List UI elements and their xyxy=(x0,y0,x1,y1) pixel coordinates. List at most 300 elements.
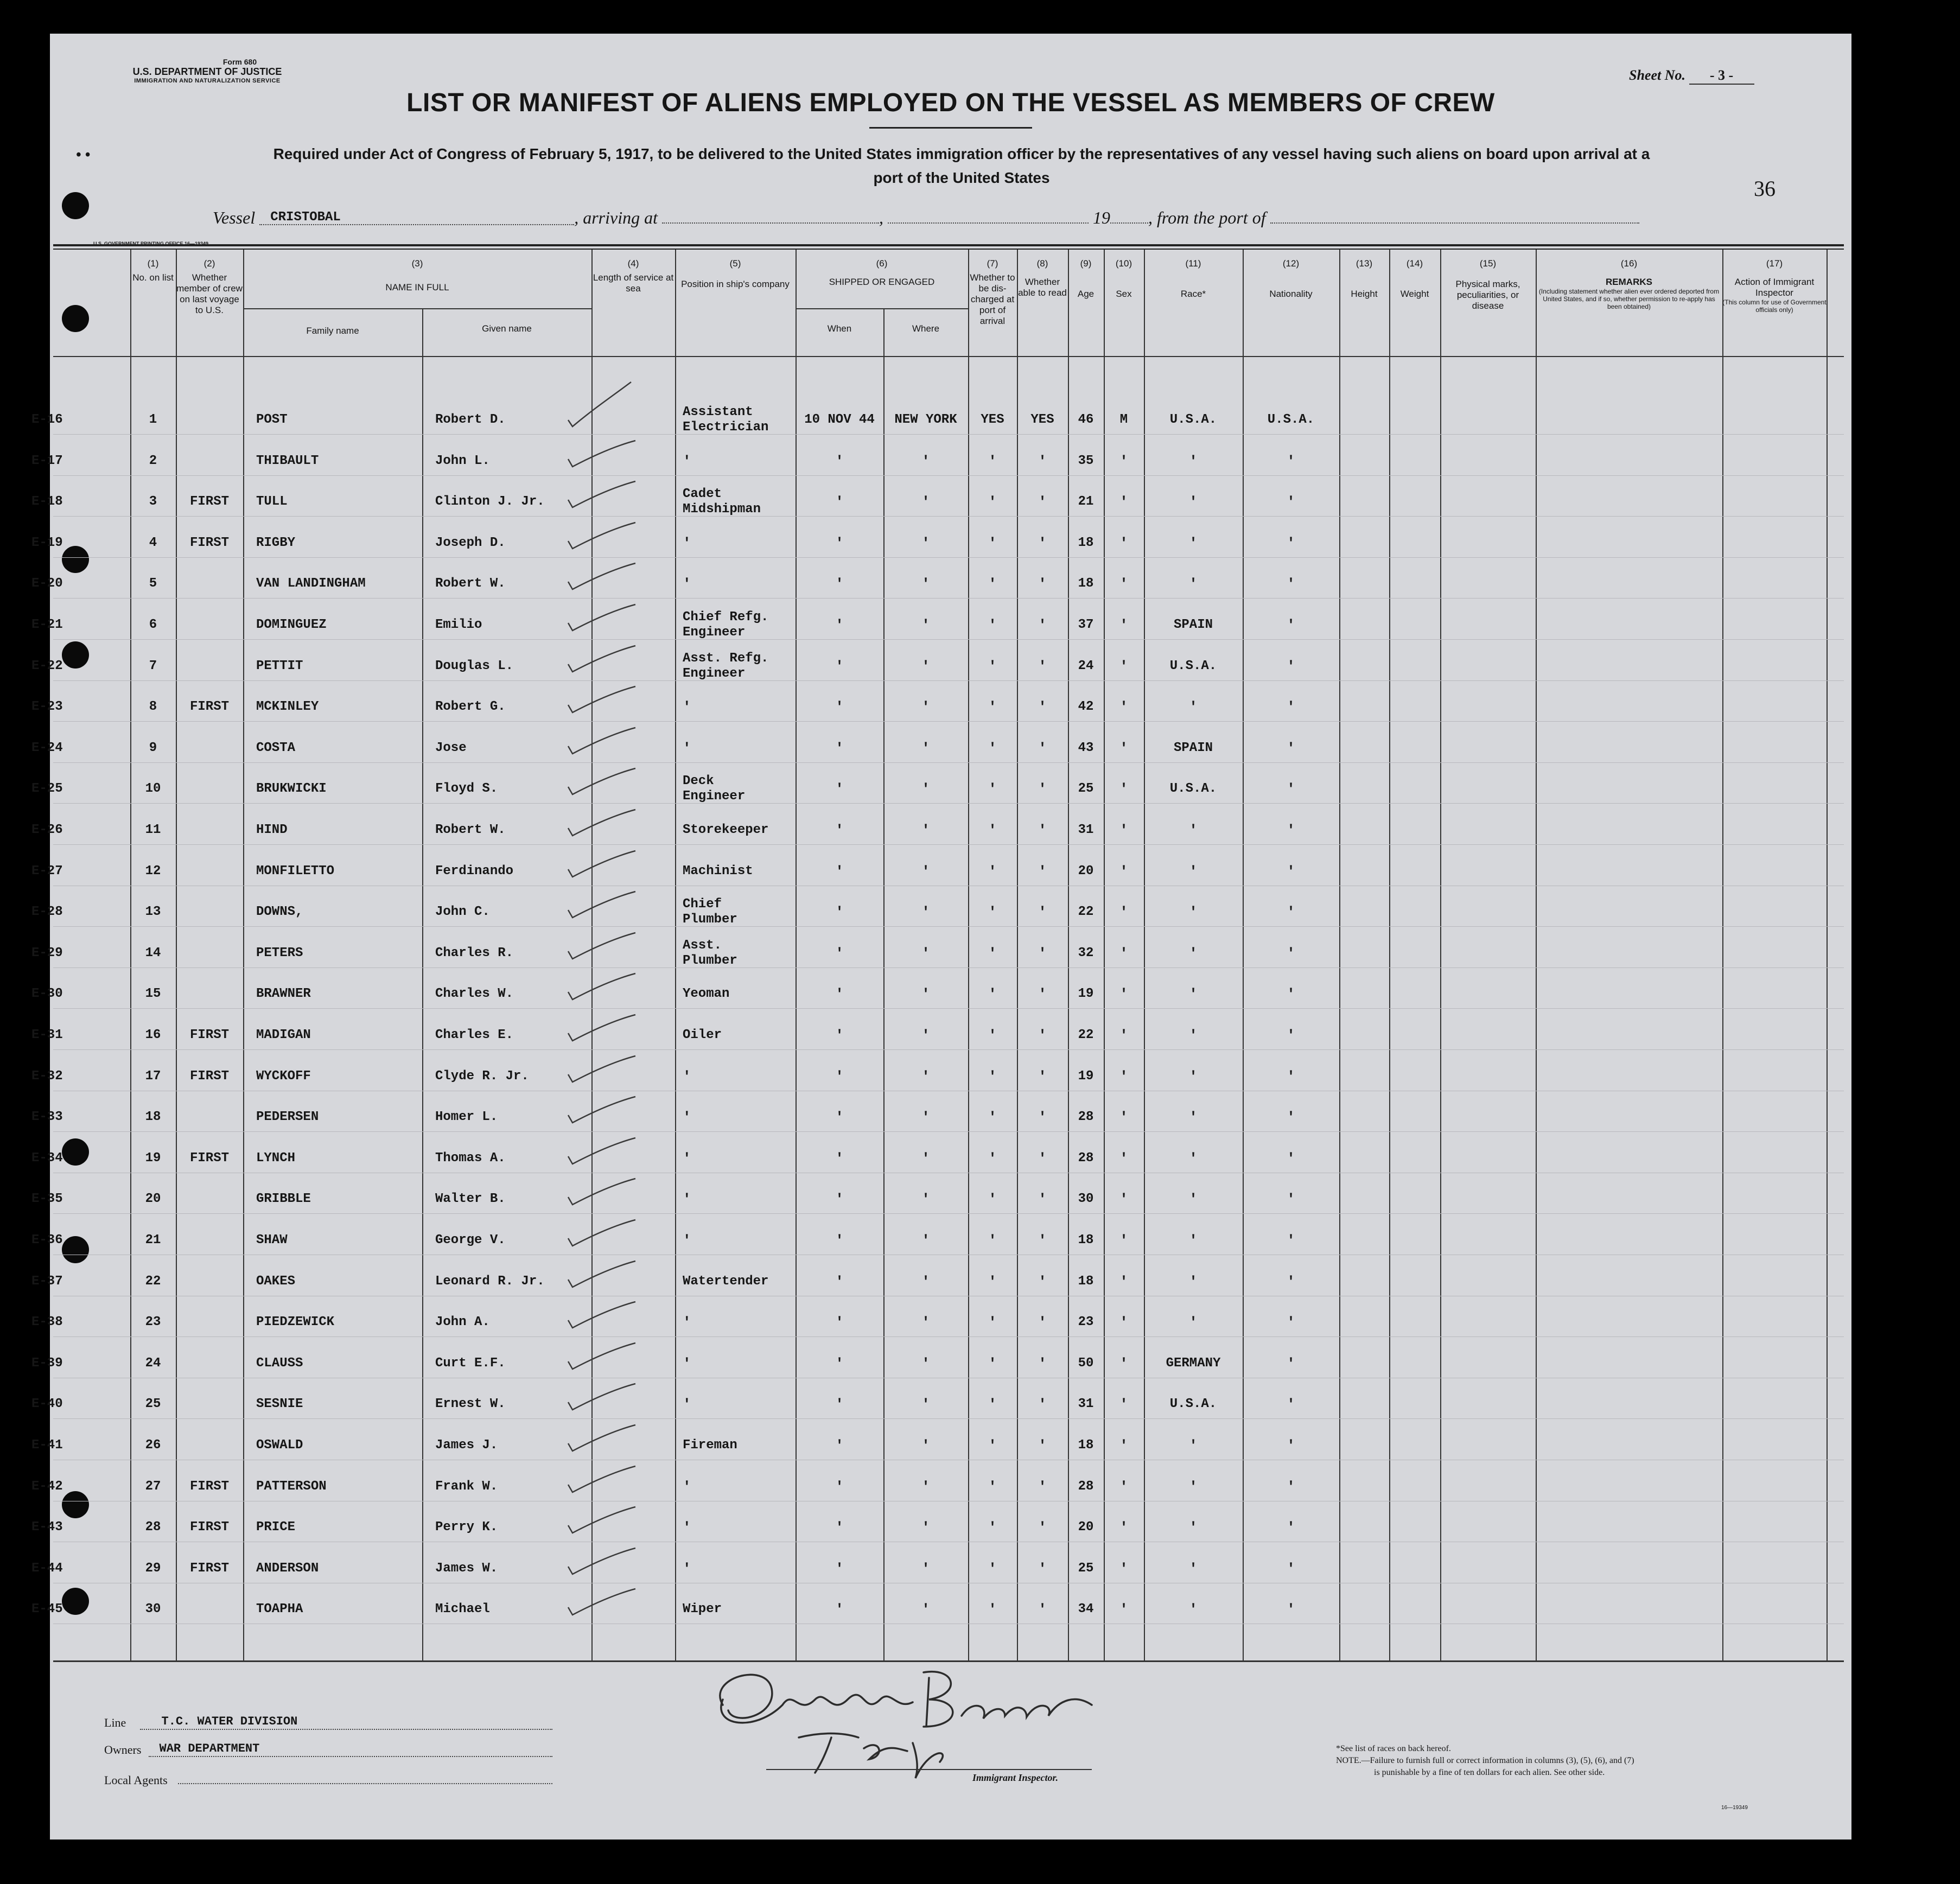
cell-pos xyxy=(683,1233,791,1248)
cell-age xyxy=(1068,699,1104,715)
printer-mark: U.S. GOVERNMENT PRINTING OFFICE 16—19349 xyxy=(93,241,209,246)
cell-age xyxy=(1068,905,1104,920)
col-number: (2) xyxy=(203,258,215,269)
cell-when xyxy=(796,946,883,961)
owners-field xyxy=(149,1743,552,1757)
cell-where xyxy=(883,741,968,756)
cell-text: TOAPHA xyxy=(256,1602,303,1617)
cell-text: ' xyxy=(921,1519,930,1536)
cell-text: ' xyxy=(1119,1314,1128,1331)
cell-text: ' xyxy=(835,617,844,633)
cell-sex xyxy=(1104,536,1144,551)
cell-nat xyxy=(1243,1315,1339,1330)
cell-text: ' xyxy=(1038,986,1047,1003)
col-header-position xyxy=(675,258,796,290)
cell-read xyxy=(1017,1151,1068,1166)
cell-ref xyxy=(31,1110,113,1125)
cell-text: 9 xyxy=(149,740,157,755)
cell-text: ' xyxy=(1119,1560,1128,1577)
vessel-label: Vessel xyxy=(213,208,256,227)
check-mark-icon xyxy=(566,685,637,718)
form-code: 16—19349 xyxy=(1721,1805,1748,1811)
margin-bullets: • • xyxy=(76,147,91,163)
cell-when xyxy=(796,781,883,797)
cell-discharge xyxy=(968,412,1017,428)
check-mark-icon xyxy=(566,440,637,472)
cell-ref xyxy=(31,494,113,510)
cell-age xyxy=(1068,1192,1104,1207)
cell-race xyxy=(1144,1028,1243,1043)
cell-where xyxy=(883,1069,968,1084)
cell-text: YES xyxy=(1030,412,1054,427)
arriving-field xyxy=(662,206,879,224)
cell-discharge xyxy=(968,536,1017,551)
cell-text: ' xyxy=(1287,986,1295,1003)
cell-where xyxy=(883,823,968,838)
sheet-number-value: - 3 - xyxy=(1689,67,1754,85)
cell-sex xyxy=(1104,905,1144,920)
cell-pos xyxy=(683,405,791,435)
cell-where xyxy=(883,618,968,633)
cell-when xyxy=(796,536,883,551)
cell-family xyxy=(256,618,419,633)
cell-no xyxy=(130,1479,176,1494)
cell-text: ' xyxy=(1287,1601,1295,1618)
cell-ref xyxy=(31,1356,113,1371)
cell-text: ' xyxy=(1038,863,1047,880)
cell-race xyxy=(1144,1110,1243,1125)
check-mark-icon xyxy=(566,932,637,964)
cell-text: Asst. Refg. xyxy=(683,651,769,666)
cell-discharge xyxy=(968,1151,1017,1166)
cell-text: John L. xyxy=(435,453,490,468)
cell-text: ' xyxy=(835,699,844,716)
column-divider xyxy=(176,250,177,1660)
cell-text: ' xyxy=(1038,1355,1047,1372)
vessel-value: CRISTOBAL xyxy=(270,210,341,225)
cell-text: ' xyxy=(988,1437,997,1454)
cell-read xyxy=(1017,1602,1068,1617)
cell-read xyxy=(1017,1397,1068,1412)
cell-text: 30 xyxy=(1078,1192,1094,1207)
cell-age xyxy=(1068,1028,1104,1043)
cell-text: ' xyxy=(1119,1027,1128,1043)
cell-text: DOMINGUEZ xyxy=(256,618,327,632)
cell-text: 20 xyxy=(145,1192,161,1207)
cell-no xyxy=(130,1315,176,1330)
cell-text: 18 xyxy=(1078,1233,1094,1247)
cell-text: E-16 xyxy=(31,412,63,427)
cell-text: RIGBY xyxy=(256,535,296,550)
cell-text: ' xyxy=(988,1150,997,1167)
cell-text: E-45 xyxy=(31,1602,63,1617)
cell-age xyxy=(1068,1397,1104,1412)
cell-text: ' xyxy=(835,1478,844,1495)
table-top-rule xyxy=(53,244,1844,246)
cell-text: POST xyxy=(256,412,288,427)
check-mark-icon xyxy=(566,521,637,554)
cell-text: ' xyxy=(1287,1355,1295,1372)
cell-text: Ernest W. xyxy=(435,1397,506,1412)
cell-text: ' xyxy=(835,1068,844,1085)
cell-text: Asst. xyxy=(683,938,722,953)
cell-nat xyxy=(1243,1561,1339,1576)
cell-prev xyxy=(176,1479,243,1494)
cell-text: E-33 xyxy=(31,1110,63,1125)
cell-text: 46 xyxy=(1078,412,1094,427)
cell-text: E-28 xyxy=(31,905,63,920)
cell-family xyxy=(256,1028,419,1043)
cell-text: FIRST xyxy=(189,1150,229,1166)
cell-text: ' xyxy=(683,1191,691,1208)
cell-text: ' xyxy=(683,1396,691,1413)
cell-text: FIRST xyxy=(189,1028,229,1042)
cell-text: ' xyxy=(1287,904,1295,921)
cell-text: ' xyxy=(1038,1437,1047,1454)
cell-text: ' xyxy=(988,576,997,593)
cell-when xyxy=(796,1233,883,1248)
cell-text: E-25 xyxy=(31,781,63,797)
cell-discharge xyxy=(968,1192,1017,1207)
cell-no xyxy=(130,864,176,879)
cell-sex xyxy=(1104,1110,1144,1125)
cell-when xyxy=(796,1151,883,1166)
cell-text: ' xyxy=(1119,1191,1128,1208)
cell-pos xyxy=(683,774,791,804)
cell-text: 18 xyxy=(145,1110,161,1125)
cell-nat xyxy=(1243,1192,1339,1207)
cell-text: E-18 xyxy=(31,494,63,510)
cell-sex xyxy=(1104,412,1144,428)
row-rule xyxy=(53,1008,1844,1009)
department-name: U.S. DEPARTMENT OF JUSTICE xyxy=(132,66,282,77)
cell-where xyxy=(883,1397,968,1412)
col-label: Race* xyxy=(1180,289,1206,299)
row-rule xyxy=(53,1131,1844,1132)
cell-pos xyxy=(683,1561,791,1576)
cell-text: Deck xyxy=(683,774,714,789)
column-divider xyxy=(1722,250,1723,1660)
cell-text: 4 xyxy=(149,535,157,550)
cell-age xyxy=(1068,1602,1104,1617)
cell-text: 25 xyxy=(1078,1561,1094,1576)
col-label: Height xyxy=(1351,289,1378,299)
cell-text: E-40 xyxy=(31,1397,63,1412)
cell-text: E-43 xyxy=(31,1520,63,1535)
check-mark-icon xyxy=(566,1178,637,1210)
cell-text: ' xyxy=(835,658,844,674)
cell-read xyxy=(1017,1192,1068,1207)
cell-where xyxy=(883,1602,968,1617)
cell-text: OSWALD xyxy=(256,1438,303,1453)
cell-text: ' xyxy=(1038,1478,1047,1495)
cell-text: Charles R. xyxy=(435,945,514,960)
col-number: (11) xyxy=(1185,258,1201,269)
cell-read xyxy=(1017,494,1068,510)
cell-ref xyxy=(31,1028,113,1043)
cell-text: MONFILETTO xyxy=(256,863,335,879)
cell-text: 18 xyxy=(1078,1438,1094,1453)
cell-text: ' xyxy=(1189,699,1198,716)
cell-text: 31 xyxy=(1078,823,1094,837)
cell-race xyxy=(1144,494,1243,510)
cell-race xyxy=(1144,1561,1243,1576)
cell-sex xyxy=(1104,1397,1144,1412)
col-header-previous-voyage xyxy=(176,258,243,316)
cell-text: ' xyxy=(835,1150,844,1167)
cell-family xyxy=(256,536,419,551)
cell-text: 5 xyxy=(149,576,157,591)
cell-sex xyxy=(1104,781,1144,797)
cell-discharge xyxy=(968,1438,1017,1453)
cell-text: ' xyxy=(1038,740,1047,756)
col-number: (14) xyxy=(1406,258,1423,269)
cell-text: ' xyxy=(1189,1027,1198,1043)
cell-sex xyxy=(1104,659,1144,674)
cell-sex xyxy=(1104,1479,1144,1494)
check-mark-icon xyxy=(566,1301,637,1333)
check-mark-icon xyxy=(566,1137,637,1169)
check-mark-icon xyxy=(566,1219,637,1251)
cell-text: E-23 xyxy=(31,699,63,715)
cell-text: ' xyxy=(1189,1560,1198,1577)
cell-discharge xyxy=(968,1561,1017,1576)
cell-ref xyxy=(31,1192,113,1207)
cell-age xyxy=(1068,412,1104,428)
cell-text: ' xyxy=(1119,986,1128,1003)
cell-pos xyxy=(683,1274,791,1289)
cell-text: ' xyxy=(1038,904,1047,921)
cell-text: E-32 xyxy=(31,1068,63,1084)
cell-family xyxy=(256,823,419,838)
cell-text: ' xyxy=(835,1437,844,1454)
cell-discharge xyxy=(968,494,1017,510)
col-number: (12) xyxy=(1282,258,1300,269)
cell-text: 30 xyxy=(145,1602,161,1617)
cell-where xyxy=(883,1274,968,1289)
cell-text: ' xyxy=(921,1027,930,1043)
cell-no xyxy=(130,618,176,633)
cell-read xyxy=(1017,1110,1068,1125)
cell-read xyxy=(1017,1520,1068,1535)
cell-no xyxy=(130,1602,176,1617)
cell-read xyxy=(1017,576,1068,591)
cell-text: ' xyxy=(835,863,844,880)
col-subheader-family-name: Family name xyxy=(306,326,359,336)
cell-text: ' xyxy=(988,1355,997,1372)
cell-text: Engineer xyxy=(683,625,746,640)
cell-text: ' xyxy=(1119,781,1128,798)
cell-age xyxy=(1068,1356,1104,1371)
check-mark-icon xyxy=(566,1547,637,1580)
cell-text: ' xyxy=(835,1232,844,1249)
cell-discharge xyxy=(968,823,1017,838)
cell-read xyxy=(1017,1356,1068,1371)
cell-where xyxy=(883,1233,968,1248)
cell-nat xyxy=(1243,536,1339,551)
cell-text: ' xyxy=(1189,1273,1198,1290)
cell-when xyxy=(796,618,883,633)
cell-text: ' xyxy=(1189,1601,1198,1618)
owners-value: WAR DEPARTMENT xyxy=(159,1742,260,1755)
cell-text: ' xyxy=(1119,699,1128,716)
cell-text: ' xyxy=(1189,494,1198,511)
cell-text: ANDERSON xyxy=(256,1561,319,1576)
cell-text: MADIGAN xyxy=(256,1028,311,1042)
cell-family xyxy=(256,946,419,961)
cell-text: ' xyxy=(1119,740,1128,756)
cell-race xyxy=(1144,864,1243,879)
cell-text: 6 xyxy=(149,618,157,632)
cell-read xyxy=(1017,781,1068,797)
col-subheader-when: When xyxy=(827,323,852,334)
cell-text: ' xyxy=(1287,494,1295,511)
cell-race xyxy=(1144,412,1243,428)
cell-text: 19 xyxy=(1078,1068,1094,1084)
cell-text: E-41 xyxy=(31,1438,63,1453)
cell-read xyxy=(1017,864,1068,879)
cell-text: E-39 xyxy=(31,1355,63,1371)
table-top-rule xyxy=(53,249,1844,250)
cell-no xyxy=(130,986,176,1002)
cell-prev xyxy=(176,1069,243,1084)
cell-text: VAN LANDINGHAM xyxy=(256,576,366,591)
cell-text: ' xyxy=(988,781,997,798)
row-rule xyxy=(53,680,1844,681)
cell-text: ' xyxy=(835,986,844,1003)
cell-text: ' xyxy=(988,1560,997,1577)
cell-nat xyxy=(1243,1028,1339,1043)
cell-age xyxy=(1068,659,1104,674)
cell-text: ' xyxy=(921,1601,930,1618)
col-label: Whether able to read xyxy=(1018,277,1067,298)
cell-text: FIRST xyxy=(189,494,229,510)
cell-text: GRIBBLE xyxy=(256,1192,311,1207)
cell-text: 20 xyxy=(1078,863,1094,879)
cell-ref xyxy=(31,1315,113,1330)
cell-text: BRAWNER xyxy=(256,986,311,1002)
cell-sex xyxy=(1104,494,1144,510)
cell-pos xyxy=(683,1315,791,1330)
cell-text: ' xyxy=(988,1396,997,1413)
cell-text: FIRST xyxy=(189,1479,229,1494)
cell-text: ' xyxy=(1119,904,1128,921)
cell-text: ' xyxy=(1287,576,1295,593)
cell-text: ' xyxy=(683,1519,691,1536)
cell-text: ' xyxy=(1119,1273,1128,1290)
cell-text: Walter B. xyxy=(435,1192,506,1207)
cell-text: ' xyxy=(988,1191,997,1208)
cell-race xyxy=(1144,699,1243,715)
cell-when xyxy=(796,1520,883,1535)
cell-text: ' xyxy=(1189,1314,1198,1331)
col-subheader-where: Where xyxy=(912,323,940,334)
cell-prev xyxy=(176,1028,243,1043)
cell-text: FIRST xyxy=(189,1520,229,1535)
cell-ref xyxy=(31,618,113,633)
col-number: (10) xyxy=(1115,258,1132,269)
cell-text: ' xyxy=(835,1355,844,1372)
document-subtitle xyxy=(126,142,1797,190)
cell-age xyxy=(1068,823,1104,838)
cell-discharge xyxy=(968,1315,1017,1330)
cell-where xyxy=(883,781,968,797)
cell-no xyxy=(130,536,176,551)
cell-text: ' xyxy=(1287,1437,1295,1454)
cell-text: Homer L. xyxy=(435,1110,498,1125)
cell-text: ' xyxy=(988,863,997,880)
cell-text: ' xyxy=(683,699,691,716)
cell-where xyxy=(883,1479,968,1494)
cell-nat xyxy=(1243,864,1339,879)
col-label: Position in ship's company xyxy=(681,279,790,289)
cell-race xyxy=(1144,986,1243,1002)
cell-text: ' xyxy=(1038,576,1047,593)
col-label: Physical marks, peculiarities, or disease xyxy=(1455,279,1520,311)
col-label: Whether to be dis-charged at port of arrival xyxy=(970,272,1015,326)
cell-text: ' xyxy=(1038,1314,1047,1331)
cell-text: ' xyxy=(1119,1519,1128,1536)
cell-text: ' xyxy=(835,1396,844,1413)
cell-text: E-38 xyxy=(31,1315,63,1330)
cell-pos xyxy=(683,1520,791,1535)
col-header-race xyxy=(1144,258,1243,300)
cell-text: ' xyxy=(1287,863,1295,880)
cell-text: E-35 xyxy=(31,1192,63,1207)
column-divider xyxy=(675,250,676,1660)
cell-text: E-26 xyxy=(31,823,63,837)
cell-text: Robert W. xyxy=(435,823,506,837)
col-label: No. on list xyxy=(132,272,174,283)
cell-text: ' xyxy=(921,617,930,633)
cell-sex xyxy=(1104,946,1144,961)
cell-text: ' xyxy=(988,1068,997,1085)
cell-text: E-31 xyxy=(31,1028,63,1042)
cell-text: ' xyxy=(1038,1150,1047,1167)
cell-text: Watertender xyxy=(683,1274,769,1289)
cell-ref xyxy=(31,1602,113,1617)
col-sublabel: (This column for use of Government officials only) xyxy=(1722,298,1827,314)
cell-text: ' xyxy=(1038,1519,1047,1536)
cell-discharge xyxy=(968,781,1017,797)
cell-nat xyxy=(1243,1274,1339,1289)
col-sublabel: (Including statement whether alien ever ordered deported from United States, and if so, whether permission to re-apply has been obtained) xyxy=(1538,288,1720,310)
cell-discharge xyxy=(968,1233,1017,1248)
cell-sex xyxy=(1104,1274,1144,1289)
cell-text: ' xyxy=(921,1150,930,1167)
cell-age xyxy=(1068,1069,1104,1084)
cell-text: Plumber xyxy=(683,912,737,927)
cell-pos xyxy=(683,897,791,927)
cell-text: ' xyxy=(835,1109,844,1126)
cell-when xyxy=(796,823,883,838)
cell-family xyxy=(256,1151,419,1166)
cell-text: Fireman xyxy=(683,1438,737,1453)
cell-read xyxy=(1017,1315,1068,1330)
cell-text: YES xyxy=(981,412,1004,427)
cell-text: ' xyxy=(1287,740,1295,756)
cell-ref xyxy=(31,1397,113,1412)
cell-text: 34 xyxy=(1078,1602,1094,1617)
cell-text: ' xyxy=(1038,453,1047,469)
cell-discharge xyxy=(968,1520,1017,1535)
cell-race xyxy=(1144,1479,1243,1494)
cell-race xyxy=(1144,1602,1243,1617)
cell-text: 23 xyxy=(145,1315,161,1330)
cell-discharge xyxy=(968,699,1017,715)
cell-text: ' xyxy=(1189,453,1198,469)
cell-when xyxy=(796,1438,883,1453)
